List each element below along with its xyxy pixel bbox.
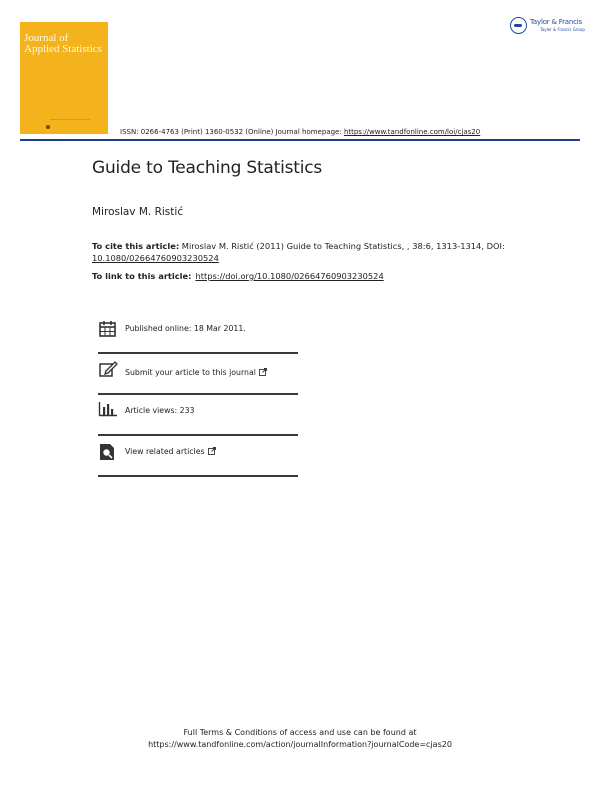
external-link-icon [208,447,216,455]
journal-homepage-link[interactable]: https://www.tandfonline.com/loi/cjas20 [343,128,481,136]
bar-chart-icon [98,400,118,418]
article-title: Guide to Teaching Statistics [92,158,323,178]
views-row [98,400,298,438]
citation-doi-link[interactable]: 10.1080/02664760903230524 [92,253,219,263]
article-author: Miroslav M. Ristić [92,206,184,218]
submit-article-link[interactable] [125,368,267,377]
submit-article-label: Submit your article to this journal [125,368,256,377]
external-link-icon [259,368,267,376]
view-related-link[interactable] [125,447,216,456]
header-rule [20,139,580,141]
footer [0,727,600,751]
cover-rule [50,119,90,120]
info-divider [98,393,298,395]
publisher-subname: Taylor & Francis Group [540,27,585,32]
article-views: Article views: 233 [125,406,195,415]
article-link [92,271,384,281]
info-divider [98,434,298,436]
edit-icon [98,360,118,378]
cover-title [24,33,108,55]
cover-publisher-logo-icon [46,125,50,129]
info-divider [98,475,298,477]
calendar-icon [98,320,118,338]
citation [92,240,532,264]
journal-cover [20,22,108,134]
related-search-icon [98,443,118,461]
issn-text: ISSN: 0266-4763 (Print) 1360-0532 (Online) Journal homepage: [120,128,344,136]
footer-terms: Full Terms & Conditions of access and use can be found at [183,728,417,737]
citation-text: Miroslav M. Ristić (2011) Guide to Teaching Statistics, , 38:6, 1313-1314, DOI: [179,241,505,251]
citation-label: To cite this article: [92,241,180,251]
publisher-name: Taylor & Francis [530,18,582,26]
published-date: Published online: 18 Mar 2011. [125,324,246,333]
issn-line [120,128,480,136]
article-doi-url[interactable]: https://doi.org/10.1080/02664760903230524 [195,271,384,281]
article-link-label: To link to this article: [92,271,192,281]
publisher-logo [510,17,585,37]
footer-terms-url[interactable]: https://www.tandfonline.com/action/journalInformation?journalCode=cjas20 [148,740,452,749]
cover-title-line1: Journal of [24,32,69,44]
view-related-label: View related articles [125,447,205,456]
cover-title-line2: Applied Statistics [24,43,102,55]
publisher-logo-icon [510,17,527,34]
info-divider [98,352,298,354]
